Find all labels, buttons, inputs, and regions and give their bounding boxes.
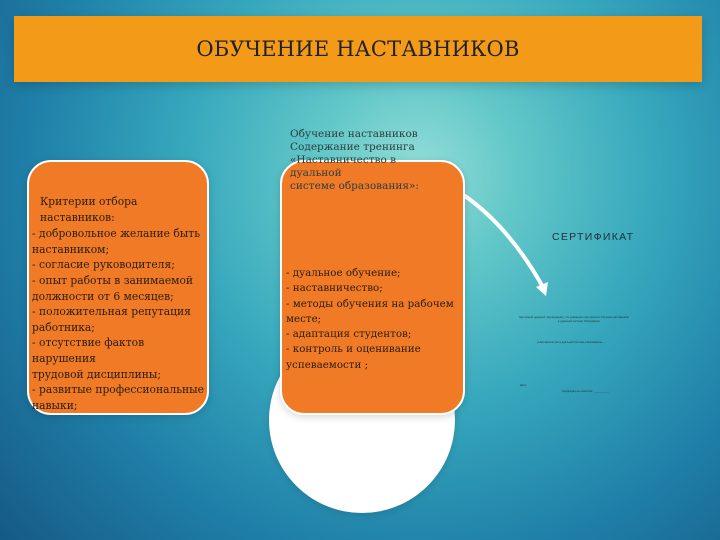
training-topic-line: - дуальное обучение; [286,267,401,279]
selection-criteria-line: работника; [32,320,95,334]
selection-criteria-text [32,194,211,413]
certificate-text-line: в дуальной системе образования [558,320,600,323]
selection-criteria-line: - развитые профессиональные [32,383,205,397]
training-topic-line: - методы обучения на рабочем [286,297,454,310]
training-topics-text [286,266,458,373]
training-topic-line: месте; [286,312,322,325]
selection-criteria-line: трудовой дисциплины; [32,367,161,381]
selection-criteria-line: должности от 6 месяцев; [32,289,174,303]
certificate-title: СЕРТИФИКАТ [552,231,635,243]
training-topic-line: - адаптация студентов; [286,328,412,341]
training-heading-line: системе образования»: [290,180,419,192]
selection-criteria-line: навыки; [32,398,78,412]
certificate-text-line: Настоящий документ подтверждает, что указанное лицо прошло обучение наставников [519,316,629,319]
selection-criteria-heading: Критерии отбора наставников: [40,195,138,224]
selection-criteria-line: наставником; [32,242,110,256]
selection-criteria-line: - согласие руководителя; [32,258,175,272]
training-heading-line: «Наставничество в дуальной [290,154,397,179]
selection-criteria-panel [27,160,209,415]
selection-criteria-line: - опыт работы в занимаемой [32,273,194,287]
training-topic-line: - контроль и оценивание [286,343,421,356]
training-heading-text [290,128,450,193]
training-heading-line: Содержание тренинга [290,141,415,153]
certificate-area [460,220,655,410]
certificate-date: Дата: [520,384,527,387]
title-banner [14,16,702,82]
selection-criteria-line: - отсутствие фактов нарушения [32,336,145,365]
training-heading-line: Обучение наставников [290,128,418,140]
selection-criteria-line: - добровольное желание быть [32,227,201,241]
certificate-text-line: «Наставничество в дуальной системе образования» [537,341,603,344]
training-topic-line: - наставничество; [286,282,383,295]
page-title: ОБУЧЕНИЕ НАСТАВНИКОВ [196,37,520,61]
selection-criteria-line: - положительная репутация [32,305,191,319]
training-topic-line: успеваемости ; [286,358,369,371]
certificate-signature-line: Председатель комиссии: __________ [562,390,609,393]
